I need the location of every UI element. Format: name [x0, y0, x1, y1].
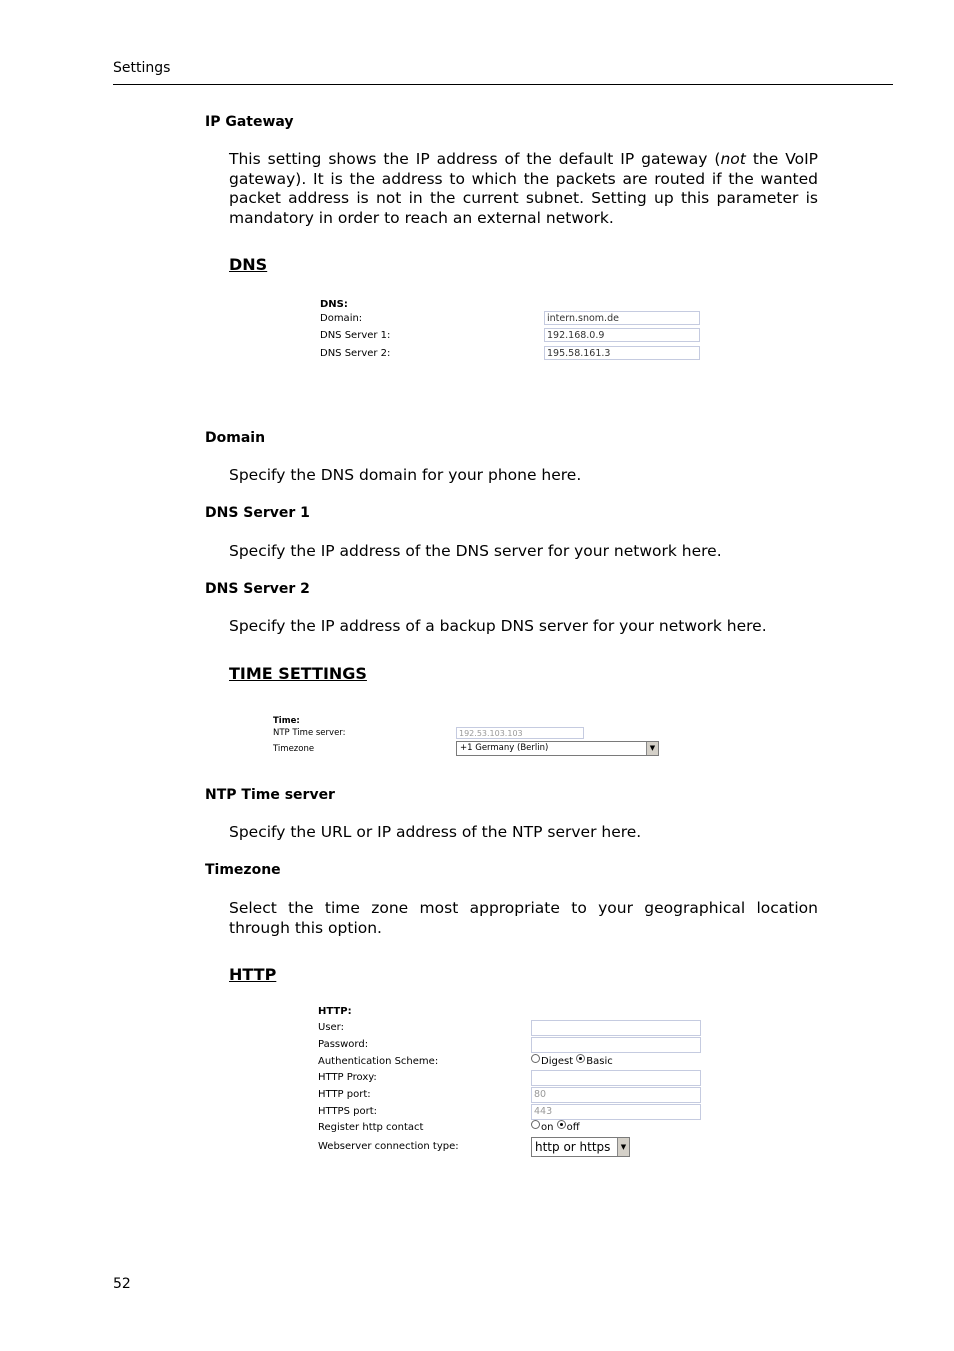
chevron-down-icon[interactable]: ▼ — [617, 1138, 629, 1156]
authentication-scheme-label: Authentication Scheme: — [318, 1056, 439, 1067]
timezone-heading: Timezone — [205, 862, 281, 878]
header-rule — [113, 84, 893, 85]
timezone-select[interactable] — [456, 741, 659, 756]
digest-radio-label: Digest — [541, 1056, 574, 1067]
dns-screenshot-title: DNS: — [320, 299, 348, 310]
http-section-title: HTTP — [229, 965, 277, 984]
domain-field[interactable]: intern.snom.de — [544, 311, 700, 325]
time-settings-screenshot — [273, 716, 663, 758]
register-on-radio-label: on — [541, 1122, 554, 1133]
dns-server-1-field[interactable]: 192.168.0.9 — [544, 328, 700, 342]
http-port-field[interactable]: 80 — [531, 1087, 701, 1103]
user-field[interactable] — [531, 1020, 701, 1036]
dns-server-2-text: Specify the IP address of a backup DNS server for your network here. — [229, 617, 767, 635]
dns-server-1-label: DNS Server 1: — [320, 330, 391, 341]
ntp-time-server-field[interactable]: 192.53.103.103 — [456, 727, 584, 739]
timezone-label: Timezone — [273, 744, 315, 754]
register-off-radio-label: off — [566, 1122, 580, 1133]
ntp-time-server-heading: NTP Time server — [205, 787, 335, 803]
domain-label: Domain: — [320, 313, 363, 324]
ip-gateway-heading: IP Gateway — [205, 114, 294, 130]
webserver-connection-type-value: http or https — [535, 1140, 611, 1154]
time-settings-section-title: TIME SETTINGS — [229, 664, 367, 683]
user-label: User: — [318, 1022, 344, 1033]
ntp-time-server-label: NTP Time server: — [273, 728, 346, 738]
page-number: 52 — [113, 1276, 131, 1292]
domain-heading: Domain — [205, 430, 266, 446]
dns-server-2-heading: DNS Server 2 — [205, 581, 310, 597]
ip-gateway-text-emphasis: not — [720, 150, 746, 168]
register-http-contact-options — [531, 1122, 580, 1133]
timezone-text: Select the time zone most appropriate to your geographical location through this option. — [229, 899, 818, 937]
http-port-label: HTTP port: — [318, 1089, 371, 1100]
timezone-selected-value: +1 Germany (Berlin) — [460, 743, 549, 753]
dns-server-2-label: DNS Server 2: — [320, 348, 391, 359]
ip-gateway-text-part: the VoIP gateway). It is the address to which the packets are routed if the wanted packet address is not in the current subnet. Setting up this parameter is mandatory in order to reach an external network. — [229, 150, 819, 227]
http-settings-screenshot — [318, 1005, 708, 1160]
webserver-connection-type-select[interactable] — [531, 1137, 630, 1157]
register-off-radio[interactable] — [557, 1120, 566, 1129]
basic-radio[interactable] — [576, 1054, 585, 1063]
dns-server-1-text: Specify the IP address of the DNS server for your network here. — [229, 542, 722, 560]
running-header: Settings — [113, 60, 171, 76]
dns-server-2-field[interactable]: 195.58.161.3 — [544, 346, 700, 360]
ip-gateway-text-part: This setting shows the IP address of the default IP gateway ( — [229, 150, 721, 168]
dns-settings-screenshot — [320, 298, 700, 364]
authentication-scheme-options — [531, 1056, 613, 1067]
register-http-contact-label: Register http contact — [318, 1122, 424, 1133]
basic-radio-label: Basic — [586, 1056, 613, 1067]
https-port-field[interactable]: 443 — [531, 1104, 701, 1120]
http-proxy-label: HTTP Proxy: — [318, 1072, 377, 1083]
domain-text: Specify the DNS domain for your phone here. — [229, 466, 582, 484]
webserver-connection-type-label: Webserver connection type: — [318, 1141, 459, 1152]
ip-gateway-text — [229, 150, 818, 228]
ntp-time-server-text: Specify the URL or IP address of the NTP server here. — [229, 823, 642, 841]
time-screenshot-title: Time: — [273, 716, 300, 726]
https-port-label: HTTPS port: — [318, 1106, 377, 1117]
dns-section-title: DNS — [229, 255, 268, 274]
dns-server-1-heading: DNS Server 1 — [205, 505, 310, 521]
password-label: Password: — [318, 1039, 369, 1050]
register-on-radio[interactable] — [531, 1120, 540, 1129]
digest-radio[interactable] — [531, 1054, 540, 1063]
http-screenshot-title: HTTP: — [318, 1006, 352, 1017]
http-proxy-field[interactable] — [531, 1070, 701, 1086]
password-field[interactable] — [531, 1037, 701, 1053]
chevron-down-icon[interactable]: ▼ — [646, 742, 658, 755]
